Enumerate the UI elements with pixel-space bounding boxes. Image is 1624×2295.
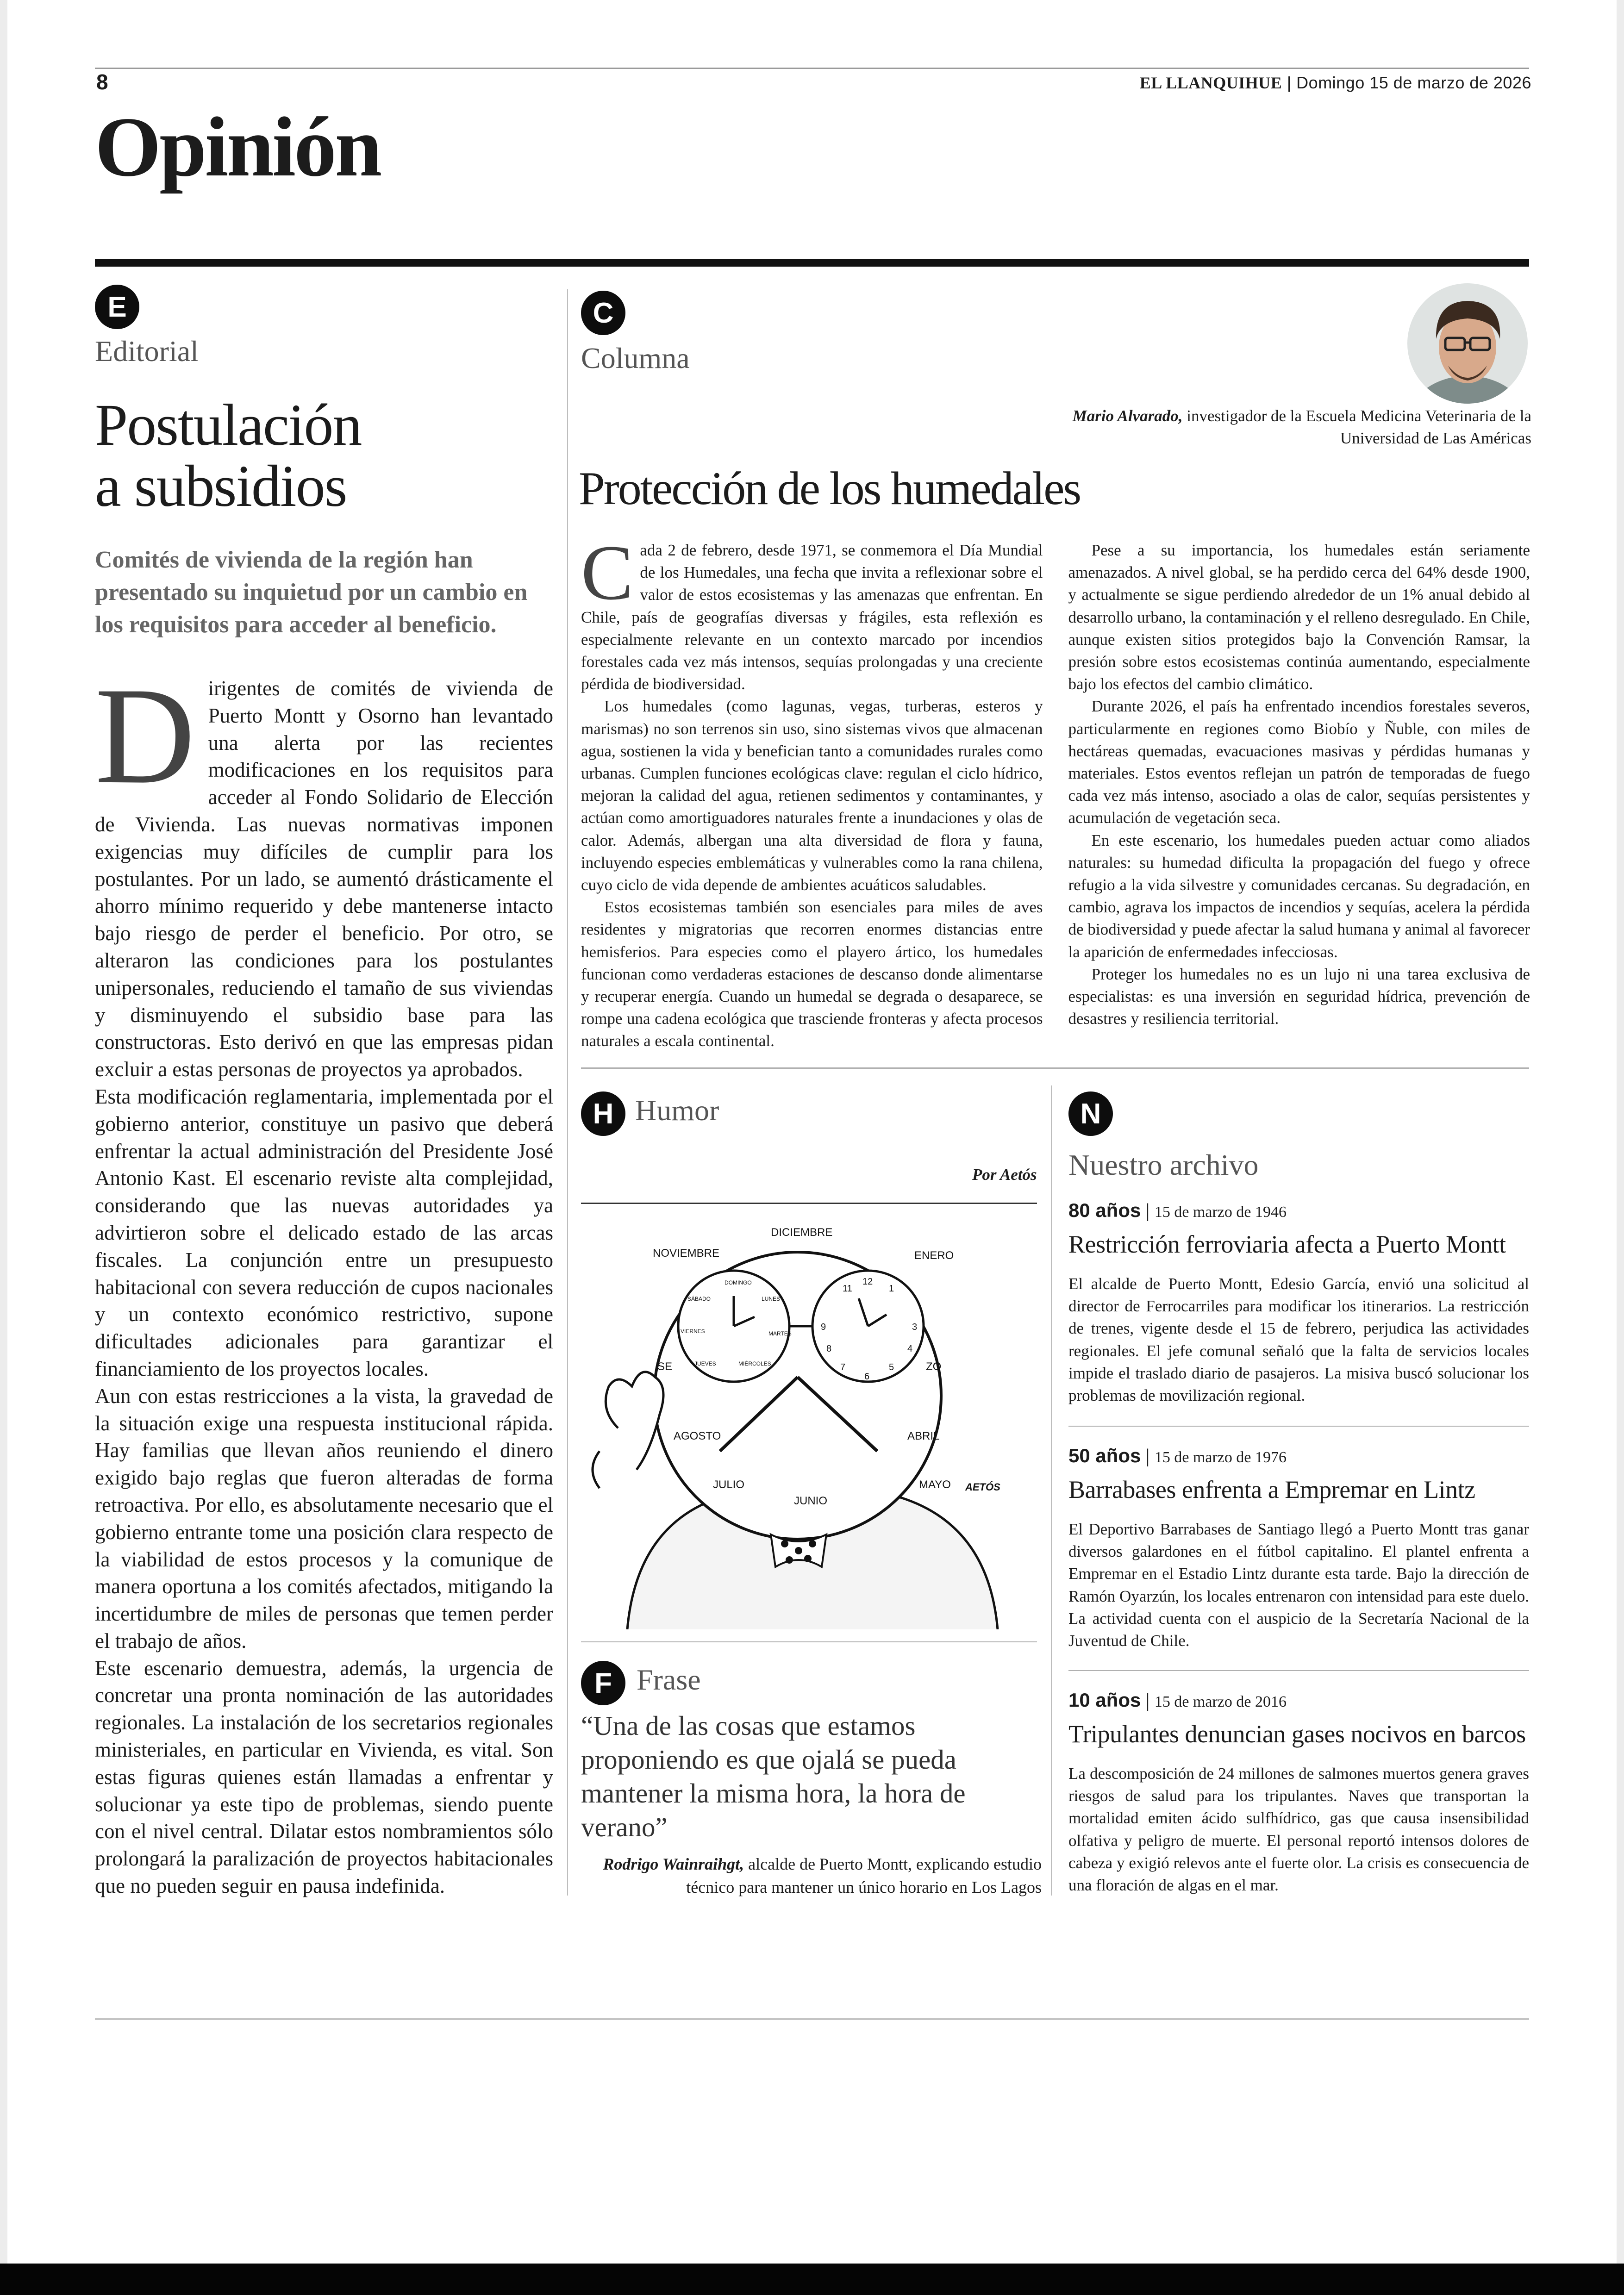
cartoon-hour: 11 <box>843 1284 852 1294</box>
newspaper-name: EL LLANQUIHUE <box>1139 74 1282 92</box>
cartoon-day: DOMINGO <box>725 1279 752 1286</box>
editorial-subtitle: Comités de vivienda de la región han presentado su inquietud por un cambio en los requisitos para acceder al beneficio. <box>95 547 528 638</box>
cartoon-day: VIERNES <box>681 1328 705 1335</box>
column-title: Protección de los humedales <box>579 462 1081 515</box>
archive-years: 10 años | 15 de marzo de 2016 <box>1068 1689 1287 1711</box>
archive-title: Tripulantes denuncian gases nocivos en barcos <box>1068 1720 1526 1748</box>
cartoon-hour: 3 <box>912 1322 918 1332</box>
author-photo <box>1407 283 1528 404</box>
editorial-paragraph: Aun con estas restricciones a la vista, la gravedad de la situación exige una respuesta institucional rápida. Hay familias que llevan años reuniendo el dinero exigido bajo reglas que fueron alteradas de forma retroactiva. Por ello, es absolutamente necesario que el gobierno entrante tome una posición clara respecto de la viabilidad de estos procesos y la comunique de manera oportuna a los comités afectados, mitigando la incertidumbre de miles de personas que temen perder el trabajo de años. <box>95 1384 553 1653</box>
cartoon-month: DICIEMBRE <box>771 1226 833 1239</box>
archive-years: 80 años | 15 de marzo de 1946 <box>1068 1199 1287 1222</box>
editorial-body <box>95 659 553 1900</box>
column-badge: C <box>581 291 625 335</box>
page-edge-left <box>0 0 7 2264</box>
cartoon-month: JULIO <box>713 1478 745 1491</box>
column-paragraph: Durante 2026, el país ha enfrentado incendios forestales severos, particularmente en regiones como Biobío y Ñuble, con miles de hectáreas quemadas, evacuaciones masivas y pérdidas humanas y materiales. Estos eventos reflejan un patrón de temporadas de fuego cada vez más intenso, asociado a olas de calor, sequías persistentes y acumulación de vegetación seca. <box>1068 697 1530 827</box>
frase-kicker: Frase <box>637 1663 701 1696</box>
divider-right <box>1051 1085 1052 1896</box>
editorial-paragraph: Esta modificación reglamentaria, implementada por el gobierno anterior, constituye un pasivo que deberá enfrentar la actual administración del Presidente José Antonio Kast. El escenario reviste alta complejidad, considerando que las nuevas autoridades ya advirtieron sobre el delicado estado de las arcas fiscales. La conjunción entre un presupuesto habitacional con severa reducción de cupos nacionales y un contexto económico restrictivo, supone dificultades adicionales para garantizar el financiamiento de los proyectos locales. <box>95 1085 553 1380</box>
cartoon-month: AGOSTO <box>674 1430 721 1442</box>
editorial-paragraph: Este escenario demuestra, además, la urgencia de concretar una pronta nominación de las autoridades regionales. La instalación de los secretarios regionales ministeriales, en particular en Vivienda, es vital. Son estas figuras quienes están llamadas a enfrentar y solucionar ya este tipo de problemas, siendo puente con el nivel central. Dilatar estos nombramientos sólo prolongará la paralización de proyectos habitacionales que no pueden seguir en pausa indefinida. <box>95 1656 553 1898</box>
cartoon-signature: AETÓS <box>965 1481 1000 1493</box>
column-paragraph: Proteger los humedales no es un lujo ni una tarea exclusiva de especialistas: es una inversión en seguridad hídrica, prevención de desastres y resiliencia territorial. <box>1068 965 1530 1028</box>
editorial-dropcap: D <box>95 659 195 812</box>
cartoon-month: MAYO <box>919 1478 951 1491</box>
cartoon-day: MIÉRCOLES <box>738 1360 771 1367</box>
frase-author-name: Rodrigo Wainraihgt, <box>603 1855 744 1873</box>
column-author-name: Mario Alvarado, <box>1072 407 1183 425</box>
section-rule <box>95 259 1529 267</box>
archive-rule <box>1068 1670 1529 1671</box>
archive-rule <box>1068 1426 1529 1427</box>
bottom-bar <box>0 2264 1624 2295</box>
humor-kicker: Humor <box>635 1094 719 1127</box>
cartoon-month: NOVIEMBRE <box>653 1247 720 1260</box>
cartoon-hour: 7 <box>840 1362 846 1372</box>
column-paragraph: Pese a su importancia, los humedales están seriamente amenazados. A nivel global, se ha perdido cerca del 64% desde 1900, y actualmente se sigue perdiendo alrededor de un 1% anual debido al desarrollo urbano, la contaminación y el relleno desregulado. En Chile, aunque existen sitios protegidos bajo la Convención Ramsar, la presión sobre estos ecosistemas continúa aumentando, especialmente bajo los efectos del cambio climático. <box>1068 541 1530 693</box>
frase-badge: F <box>581 1661 625 1705</box>
archive-item <box>1068 1689 1529 1896</box>
archive-item <box>1068 1199 1529 1407</box>
column-paragraph: En este escenario, los humedales pueden actuar como aliados naturales: su humedad dificulta la propagación del fuego y ofrece refugio a la vida silvestre y comunidades cercanas. Su degradación, en cambio, agrava los impactos de incendios y sequías, acelera la pérdida de biodiversidad y puede afectar la salud humana y animal al favorecer la aparición de enfermedades infecciosas. <box>1068 831 1530 961</box>
divider-left <box>567 289 568 1896</box>
column-kicker: Columna <box>581 342 690 374</box>
archive-title: Barrabases enfrenta a Empremar en Lintz <box>1068 1476 1475 1503</box>
cartoon-hour: 5 <box>889 1362 894 1372</box>
archive-badge: N <box>1068 1091 1113 1136</box>
column-paragraph: Estos ecosistemas también son esenciales para miles de aves residentes y migratorias que recorren enormes distancias entre hemisferios. Para especies como el playero ártico, los humedales funcionan como verdaderas estaciones de descanso donde alimentarse y recuperar energía. Cuando un humedal se degrada o desaparece, se rompe una cadena ecológica que trasciende fronteras y afecta procesos naturales a escala continental. <box>581 898 1043 1050</box>
cartoon-month: ZO <box>926 1360 942 1373</box>
cartoon-hour: 9 <box>821 1322 826 1332</box>
cartoon-month: JUNIO <box>794 1495 827 1507</box>
humor-rule <box>581 1203 1037 1204</box>
footer-rule <box>95 2018 1529 2020</box>
cartoon-day: JUEVES <box>694 1360 716 1367</box>
editorial-badge: E <box>95 285 139 329</box>
archive-years: 50 años | 15 de marzo de 1976 <box>1068 1445 1287 1467</box>
cartoon-month: ENERO <box>914 1249 954 1262</box>
cartoon-day: LUNES <box>762 1296 781 1302</box>
section-title: Opinión <box>95 100 381 194</box>
archive-kicker: Nuestro archivo <box>1068 1148 1259 1181</box>
cartoon-month: SE <box>657 1360 673 1373</box>
humor-bottom-rule <box>581 1641 1037 1642</box>
archive-body: El Deportivo Barrabases de Santiago llegó a Puerto Montt tras ganar diversos galardones en el fútbol capitalino. El plantel enfrenta a Empremar en el Estadio Lintz durante esta tarde. Bajo la dirección de Ramón Oyarzún, los locales entrenaron con intensidad para este duelo. La actividad cuenta con el auspicio de la Secretaría Nacional de la Juventud de Chile. <box>1068 1520 1529 1650</box>
column-paragraph: Cada 2 de febrero, desde 1971, se conmemora el Día Mundial de los Humedales, una fecha que invita a reflexionar sobre el valor de estos ecosistemas y las amenazas que enfrentan. En Chile, país de geografías diversas y frágiles, esta reflexión es especialmente relevante en un contexto marcado por incendios forestales cada vez más intensos, sequías prolongadas y una creciente pérdida de biodiversidad. <box>581 529 1043 693</box>
editorial-kicker: Editorial <box>95 335 199 368</box>
page-edge-right <box>1617 0 1624 2264</box>
frase-author-role: alcalde de Puerto Montt, explicando estudio técnico para mantener un único horario en Los Lagos <box>686 1855 1042 1896</box>
humor-badge: H <box>581 1091 625 1136</box>
frase-author <box>581 1852 1042 1899</box>
cartoon-hour: 4 <box>907 1344 913 1354</box>
cartoon-hour: 8 <box>826 1344 832 1354</box>
column-body <box>581 529 1530 1058</box>
archive-title: Restricción ferroviaria afecta a Puerto Montt <box>1068 1230 1506 1258</box>
masthead: EL LLANQUIHUE | Domingo 15 de marzo de 2026 <box>1139 73 1531 92</box>
header-rule <box>95 68 1529 69</box>
column-author-role: investigador de la Escuela Medicina Veterinaria de la Universidad de Las Américas <box>1187 407 1531 447</box>
column-bottom-rule <box>581 1067 1529 1069</box>
column-dropcap: C <box>581 529 634 616</box>
editorial-title <box>95 394 558 517</box>
cartoon-hour: 6 <box>864 1372 870 1382</box>
cartoon-hour: 1 <box>889 1284 894 1294</box>
cartoon-month: ABRIL <box>907 1430 940 1442</box>
editorial-paragraph: Dirigentes de comités de vivienda de Puerto Montt y Osorno han levantado una alerta por las recientes modificaciones en los requisitos para acceder al Fondo Solidario de Elección de Vivienda. Las nuevas normativas imponen exigencias muy difíciles de cumplir para los postulantes. Por un lado, se aumentó drásticamente el ahorro mínimo requerido y debe mantenerse intacto bajo riesgo de perder el beneficio. Por otro, se alteraron las condiciones para los postulantes unipersonales, reduciendo el tamaño de sus viviendas y disminuyendo el subsidio base para las constructoras. Esto derivó en que las empresas pidan excluir a estas personas de proyectos ya aprobados. <box>95 659 553 1081</box>
cartoon-day: MARTES <box>768 1330 792 1337</box>
humor-byline: Por Aetós <box>972 1166 1037 1184</box>
frase-quote: “Una de las cosas que estamos proponiendo es que ojalá se pueda mantener la misma hora, la hora de verano” <box>581 1710 966 1842</box>
cartoon-hour: 12 <box>862 1277 873 1287</box>
page-number: 8 <box>96 70 108 94</box>
archive-body: La descomposición de 24 millones de salmones muertos genera graves riesgos de salud para los tripulantes. Naves que transportan la mortalidad emiten ácido sulfhídrico, gas que causa insensibilidad olfativa y peligro de muerte. El personal reportó intensos dolores de cabeza y exigió relevos ante el fuerte olor. La crisis es consecuencia de una floración de algas en el mar. <box>1068 1765 1529 1895</box>
archive-body: El alcalde de Puerto Montt, Edesio García, envió una solicitud al director de Ferrocarriles para modificar los itinerarios. La restricción de trenes, vigente desde el 15 de febrero, perjudica las actividades regionales. El jefe comunal señaló que la falta de servicios locales impide el traslado diario de pasajeros. La misiva buscó solucionar los problemas de movilización regional. <box>1068 1275 1529 1405</box>
humor-cartoon <box>581 1210 1037 1629</box>
archive-item <box>1068 1444 1529 1652</box>
column-author <box>1068 405 1531 449</box>
cartoon-day: SÁBADO <box>687 1296 711 1302</box>
column-paragraph: Los humedales (como lagunas, vegas, turberas, esteros y marismas) no son terrenos sin uso, sino sistemas vivos que almacenan agua, sostienen la vida y benefician tanto a comunidades rurales como urbanas. Cumplen funciones ecológicas clave: regulan el ciclo hídrico, mejoran la calidad del agua, retienen sedimentos y contaminantes, y actúan como amortiguadores naturales frente a inundaciones y olas de calor. Además, albergan una alta diversidad de flora y fauna, incluyendo especies emblemáticas y vulnerables como la rana chilena, cuyo ciclo de vida depende de ambientes acuáticos saludables. <box>581 697 1043 894</box>
edition-date: Domingo 15 de marzo de 2026 <box>1296 73 1531 92</box>
editorial-title-line1: Postulación <box>95 392 362 458</box>
editorial-title-line2: a subsidios <box>95 453 347 519</box>
